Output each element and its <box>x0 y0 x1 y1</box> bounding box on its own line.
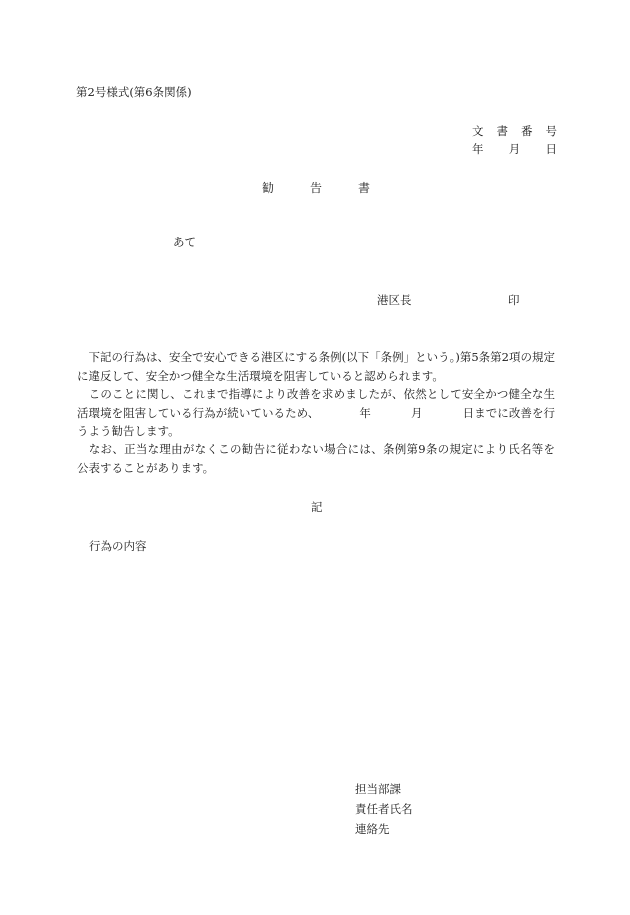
document-number-label <box>472 124 557 139</box>
document-title <box>262 181 370 197</box>
date-day-label: 日 <box>545 142 557 156</box>
date-year-label: 年 <box>472 142 484 156</box>
seal-mark: 印 <box>508 293 520 307</box>
form-number: 第2号様式(第6条関係) <box>76 85 192 99</box>
contact-phone-label: 連絡先 <box>355 822 390 836</box>
ki-mark: 記 <box>311 500 323 514</box>
paragraph-text: なお、正当な理由がなくこの勧告に従わない場合には、条例第9条の規定により氏名等を公表することがあります。 <box>77 442 556 475</box>
document-date-label <box>472 142 557 157</box>
date-month-label: 月 <box>508 142 521 156</box>
paragraph-text: このことに関し、これまで指導により改善を求めましたが、依然として安全かつ健全な生活環境を阻害している行為が続いているため、 <box>77 387 556 420</box>
issuer-title: 港区長 <box>377 293 412 307</box>
contact-person-label: 責任者氏名 <box>355 802 413 816</box>
title-char: 告 <box>309 181 322 195</box>
deadline-month-label: 月 <box>410 405 423 420</box>
paragraph-text: 日までに改善を行うよう勧告します。 <box>77 405 556 438</box>
paragraph-text: 下記の行為は、安全で安心できる港区にする条例(以下「条例」という。)第5条第2項の規定に違反して、安全かつ健全な生活環境を阻害していると認められます。 <box>77 350 556 383</box>
body-paragraph-1 <box>77 348 555 385</box>
content-heading: 行為の内容 <box>89 539 147 553</box>
deadline-year-label: 年 <box>359 405 371 420</box>
document-number-char: 書 <box>496 124 508 138</box>
document-number-char: 文 <box>472 124 484 138</box>
document-number-char: 号 <box>545 124 557 138</box>
body-paragraph-3 <box>77 440 555 477</box>
body-paragraph-2 <box>77 385 555 441</box>
addressee-suffix: あて <box>173 235 196 249</box>
title-char: 勧 <box>262 181 275 195</box>
contact-department-label: 担当部課 <box>355 782 401 796</box>
title-char: 書 <box>357 181 370 195</box>
document-number-char: 番 <box>521 124 533 138</box>
